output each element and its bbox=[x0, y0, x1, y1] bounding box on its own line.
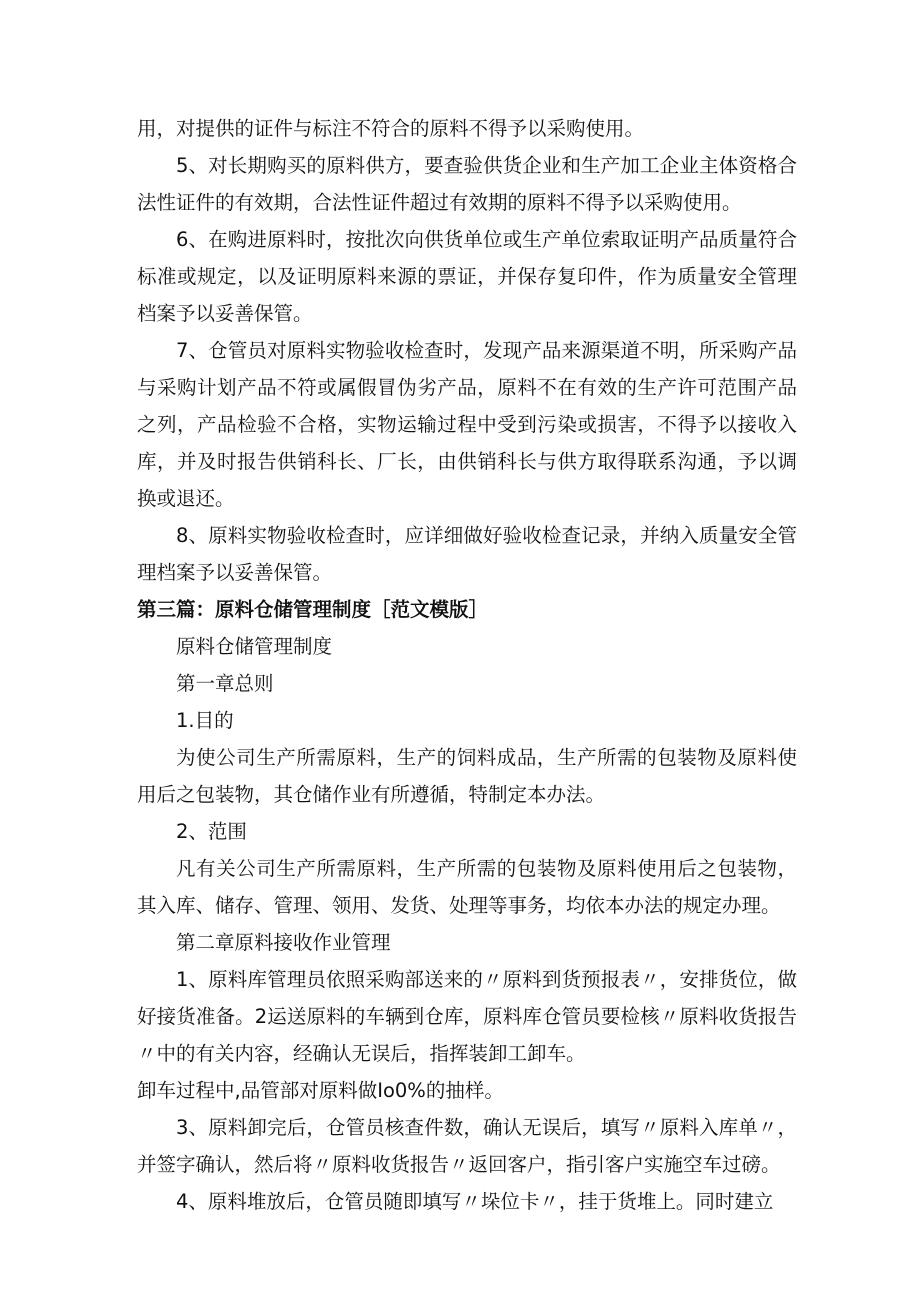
subheading-scope: 2、范围 bbox=[176, 820, 247, 843]
paragraph-item-7: 7、仓管员对原料实物验收检查时，发现产品来源渠道不明，所采购产品与采购计划产品不符或属假冒伪劣产品，原料不在有效的生产许可范围产品之列，产品检验不合格，实物运输过程中受到污染或损害，不得予以接收入库，并及时报告供销科长、厂长，由供销科长与供方取得联系沟通，予以调换或退还。 bbox=[137, 339, 797, 510]
paragraph-unloading-sampling: 卸车过程中,品管部对原料做Io0%的抽样。 bbox=[137, 1079, 504, 1102]
chapter-heading-2: 第二章原料接收作业管理 bbox=[176, 931, 391, 954]
chapter-heading-1: 第一章总则 bbox=[176, 672, 274, 695]
section-heading: 第三篇：原料仓储管理制度［范文模版］ bbox=[137, 598, 489, 621]
paragraph-item-8: 8、原料实物验收检查时，应详细做好验收检查记录，并纳入质量安全管理档案予以妥善保管。 bbox=[137, 524, 797, 584]
document-title: 原料仓储管理制度 bbox=[176, 635, 333, 658]
paragraph-item-5: 5、对长期购买的原料供方，要查验供货企业和生产加工企业主体资格合法性证件的有效期，合法性证件超过有效期的原料不得予以采购使用。 bbox=[137, 154, 797, 214]
paragraph-item-6: 6、在购进原料时，按批次向供货单位或生产单位索取证明产品质量符合标准或规定，以及证明原料来源的票证，并保存复印件，作为质量安全管理档案予以妥善保管。 bbox=[137, 228, 797, 325]
paragraph-purpose: 为使公司生产所需原料，生产的饲料成品，生产所需的包装物及原料使用后之包装物，其仓储作业有所遵循，特制定本办法。 bbox=[137, 746, 797, 806]
subheading-purpose: 1.目的 bbox=[176, 709, 234, 732]
paragraph-receiving-3: 3、原料卸完后，仓管员核查件数，确认无误后，填写〃原料入库单〃，并签字确认，然后将〃原料收货报告〃返回客户，指引客户实施空车过磅。 bbox=[137, 1116, 797, 1176]
paragraph-continuation: 用，对提供的证件与标注不符合的原料不得予以采购使用。 bbox=[137, 117, 645, 140]
document-body bbox=[137, 110, 797, 1220]
paragraph-scope: 凡有关公司生产所需原料，生产所需的包装物及原料使用后之包装物，其入库、储存、管理、领用、发货、处理等事务，均依本办法的规定办理。 bbox=[137, 857, 797, 917]
paragraph-receiving-4: 4、原料堆放后，仓管员随即填写〃垛位卡〃，挂于货堆上。同时建立 bbox=[176, 1190, 774, 1213]
paragraph-receiving-1: 1、原料库管理员依照采购部送来的〃原料到货预报表〃，安排货位，做好接货准备。2运送原料的车辆到仓库，原料库仓管员要检核〃原料收货报告〃中的有关内容，经确认无误后，指挥装卸工卸车。 bbox=[137, 968, 797, 1065]
